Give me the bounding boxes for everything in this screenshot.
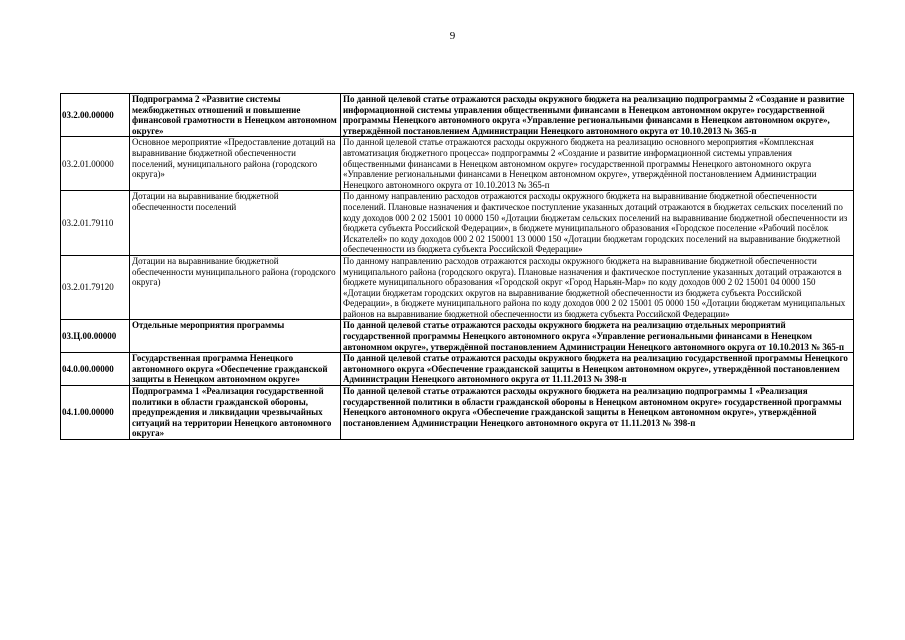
row-name: Подпрограмма 1 «Реализация государственной политики в области гражданской обороны, предупреждения и ликвидации чрезвычайных ситуаций на территории Ненецкого автономного округа»	[130, 386, 341, 440]
table-row	[61, 386, 854, 440]
row-name: Отдельные мероприятия программы	[130, 320, 341, 353]
row-name: Государственная программа Ненецкого автономного округа «Обеспечение гражданской защиты в Ненецком автономном округе»	[130, 353, 341, 386]
row-name: Подпрограмма 2 «Развитие системы межбюджетных отношений и повышение финансовой грамотности в Ненецком автономном округе»	[130, 94, 341, 137]
table-row	[61, 255, 854, 320]
row-description: По данному направлению расходов отражаются расходы окружного бюджета на выравнивание бюджетной обеспеченности поселений. Плановые назначения и фактическое поступление указанных дотаций отражаются в бюджетах сельских поселений по коду доходов 000 2 02 15001 10 0000 150 «Дотации бюджетам сельских поселений на выравнивание бюджетной обеспеченности из бюджета субъекта Российской Федерации», в бюджете муниципального образования «Городское поселение «Рабочий посёлок Искателей» по коду доходов 000 2 02 150001 13 0000 150 «Дотации бюджетам городских поселений на выравнивание бюджетной обеспеченности из бюджета субъекта Российской Федерации»	[341, 191, 854, 256]
row-description: По данному направлению расходов отражаются расходы окружного бюджета на выравнивание бюджетной обеспеченности муниципального района (городского округа). Плановые назначения и фактическое поступление указанных дотаций отражаются в бюджете муниципального образования «Городской округ «Город Нарьян-Мар» по коду доходов 000 2 02 15001 04 0000 150 «Дотации бюджетам городских округов на выравнивание бюджетной обеспеченности из бюджета субъекта Российской Федерации», в бюджете муниципального района по коду доходов 000 2 02 15001 05 0000 150 «Дотации бюджетам муниципальных районов на выравнивание бюджетной обеспеченности из бюджета субъекта Российской Федерации»	[341, 255, 854, 320]
table-row	[61, 191, 854, 256]
row-description: По данной целевой статье отражаются расходы окружного бюджета на реализацию подпрограммы 2 «Создание и развитие информационной системы управления общественными финансами в Ненецком автономном округе» государственной программы Ненецкого автономного округа «Управление региональными финансами в Ненецком автономном округе», утверждённой постановлением Администрации Ненецкого автономного округа от 10.10.2013 № 365-п	[341, 94, 854, 137]
page-number: 9	[449, 30, 456, 42]
row-name: Дотации на выравнивание бюджетной обеспеченности поселений	[130, 191, 341, 256]
table-row	[61, 137, 854, 191]
row-code: 04.0.00.00000	[61, 353, 130, 386]
row-name: Дотации на выравнивание бюджетной обеспеченности муниципального района (городского округа)	[130, 255, 341, 320]
table-row	[61, 94, 854, 137]
row-code: 04.1.00.00000	[61, 386, 130, 440]
table-body	[61, 94, 854, 440]
row-name: Основное мероприятие «Предоставление дотаций на выравнивание бюджетной обеспеченности поселений, муниципального района (городского округа)»	[130, 137, 341, 191]
table-row	[61, 320, 854, 353]
row-code: 03.2.00.00000	[61, 94, 130, 137]
row-description: По данной целевой статье отражаются расходы окружного бюджета на реализацию подпрограммы 1 «Реализация государственной политики в области гражданской обороны в Ненецком автономном округе» государственной программы Ненецкого автономного округа «Обеспечение гражданской защиты в Ненецком автономном округе», утверждённой постановлением Администрации Ненецкого автономного округа от 11.11.2013 № 398-п	[341, 386, 854, 440]
table-row	[61, 353, 854, 386]
row-code: 03.2.01.00000	[61, 137, 130, 191]
budget-classification-table	[60, 93, 854, 440]
row-code: 03.2.01.79120	[61, 255, 130, 320]
row-description: По данной целевой статье отражаются расходы окружного бюджета на реализацию основного мероприятия «Комплексная автоматизация бюджетного процесса» подпрограммы 2 «Создание и развитие информационной системы управления общественными финансами в Ненецком автономном округе» государственной программы Ненецкого автономного округа «Управление региональными финансами в Ненецком автономном округе», утверждённой постановлением Администрации Ненецкого автономного округа от 10.10.2013 № 365-п	[341, 137, 854, 191]
row-description: По данной целевой статье отражаются расходы окружного бюджета на реализацию отдельных мероприятий государственной программы Ненецкого автономного округа «Управление региональными финансами в Ненецком автономном округе», утверждённой постановлением Администрации Ненецкого автономного округа от 10.10.2013 № 365-п	[341, 320, 854, 353]
row-code: 03.2.01.79110	[61, 191, 130, 256]
row-description: По данной целевой статье отражаются расходы окружного бюджета на реализацию государственной программы Ненецкого автономного округа «Обеспечение гражданской защиты в Ненецком автономном округе», утверждённой постановлением Администрации Ненецкого автономного округа от 11.11.2013 № 398-п	[341, 353, 854, 386]
row-code: 03.Ц.00.00000	[61, 320, 130, 353]
